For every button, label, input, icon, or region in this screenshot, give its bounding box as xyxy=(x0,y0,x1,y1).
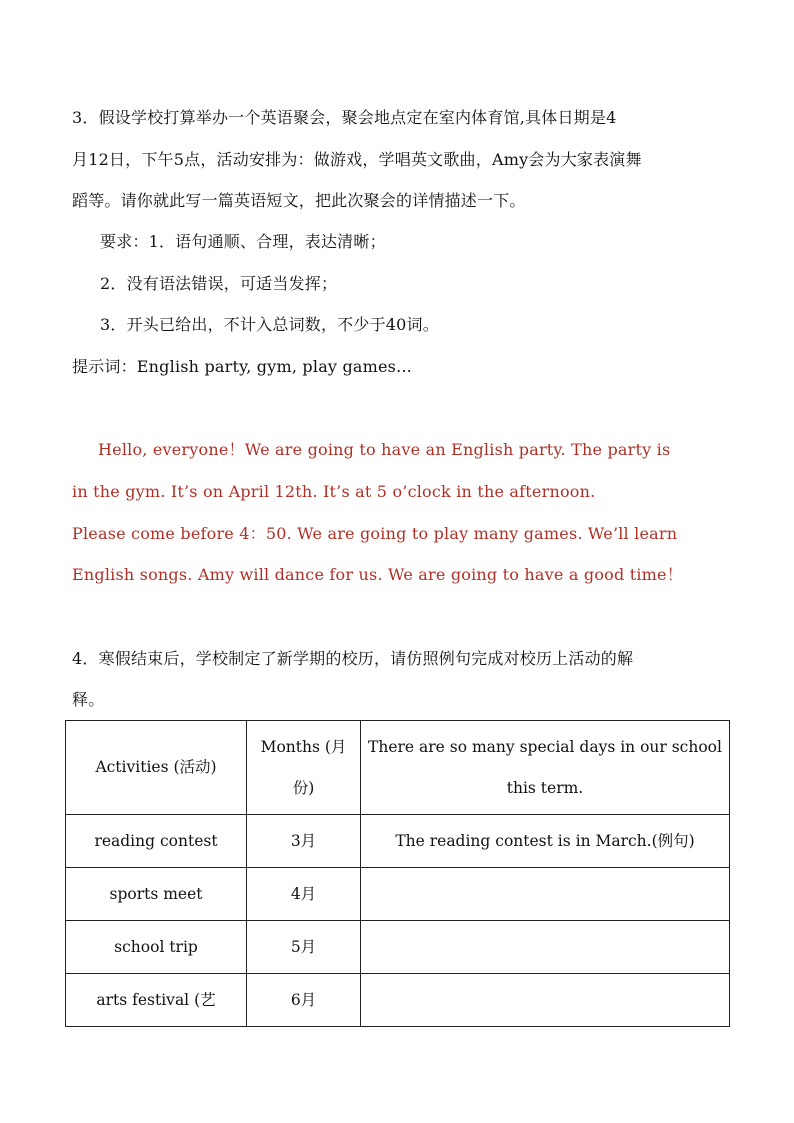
school-calendar-table xyxy=(65,720,730,1027)
header-intro: There are so many special days in our school this term. xyxy=(361,721,730,815)
month-cell: 6月 xyxy=(247,974,361,1027)
header-activities: Activities (活动) xyxy=(66,721,247,815)
month-cell: 5月 xyxy=(247,921,361,974)
requirement-2: 2．没有语法错误，可适当发挥； xyxy=(100,274,338,293)
activity-cell: reading contest xyxy=(66,815,247,868)
explanation-cell: The reading contest is in March.(例句) xyxy=(361,815,730,868)
table-row xyxy=(66,815,730,868)
table-row xyxy=(66,868,730,921)
answer-line: in the gym. It’s on April 12th. It’s at 5 o’clock in the afternoon. xyxy=(72,482,596,501)
header-months: Months (月份) xyxy=(247,721,361,815)
activity-cell: arts festival (艺 xyxy=(66,974,247,1027)
explanation-cell[interactable] xyxy=(361,868,730,921)
answer-line: Hello, everyone！We are going to have an English party. The party is xyxy=(98,440,671,459)
answer-line: Please come before 4：50. We are going to play many games. We’ll learn xyxy=(72,524,678,543)
question-4-line: 4．寒假结束后，学校制定了新学期的校历，请仿照例句完成对校历上活动的解 xyxy=(72,649,634,668)
month-cell: 3月 xyxy=(247,815,361,868)
question-3-line: 月12日，下午5点，活动安排为：做游戏，学唱英文歌曲，Amy会为大家表演舞 xyxy=(72,150,642,169)
activity-cell: school trip xyxy=(66,921,247,974)
question-4-line: 释。 xyxy=(72,690,105,709)
explanation-cell[interactable] xyxy=(361,974,730,1027)
question-3-line: 蹈等。请你就此写一篇英语短文，把此次聚会的详情描述一下。 xyxy=(72,191,526,210)
hint-words: 提示词：English party, gym, play games... xyxy=(72,357,412,376)
requirement-1: 要求：1．语句通顺、合理，表达清晰； xyxy=(100,232,386,251)
month-cell: 4月 xyxy=(247,868,361,921)
table-row xyxy=(66,974,730,1027)
table-header-row xyxy=(66,721,730,815)
requirement-3: 3．开头已给出，不计入总词数，不少于40词。 xyxy=(100,315,439,334)
question-3-line: 3．假设学校打算举办一个英语聚会，聚会地点定在室内体育馆,具体日期是4 xyxy=(72,108,617,127)
activity-cell: sports meet xyxy=(66,868,247,921)
explanation-cell[interactable] xyxy=(361,921,730,974)
table-row xyxy=(66,921,730,974)
answer-line: English songs. Amy will dance for us. We are going to have a good time！ xyxy=(72,565,683,584)
